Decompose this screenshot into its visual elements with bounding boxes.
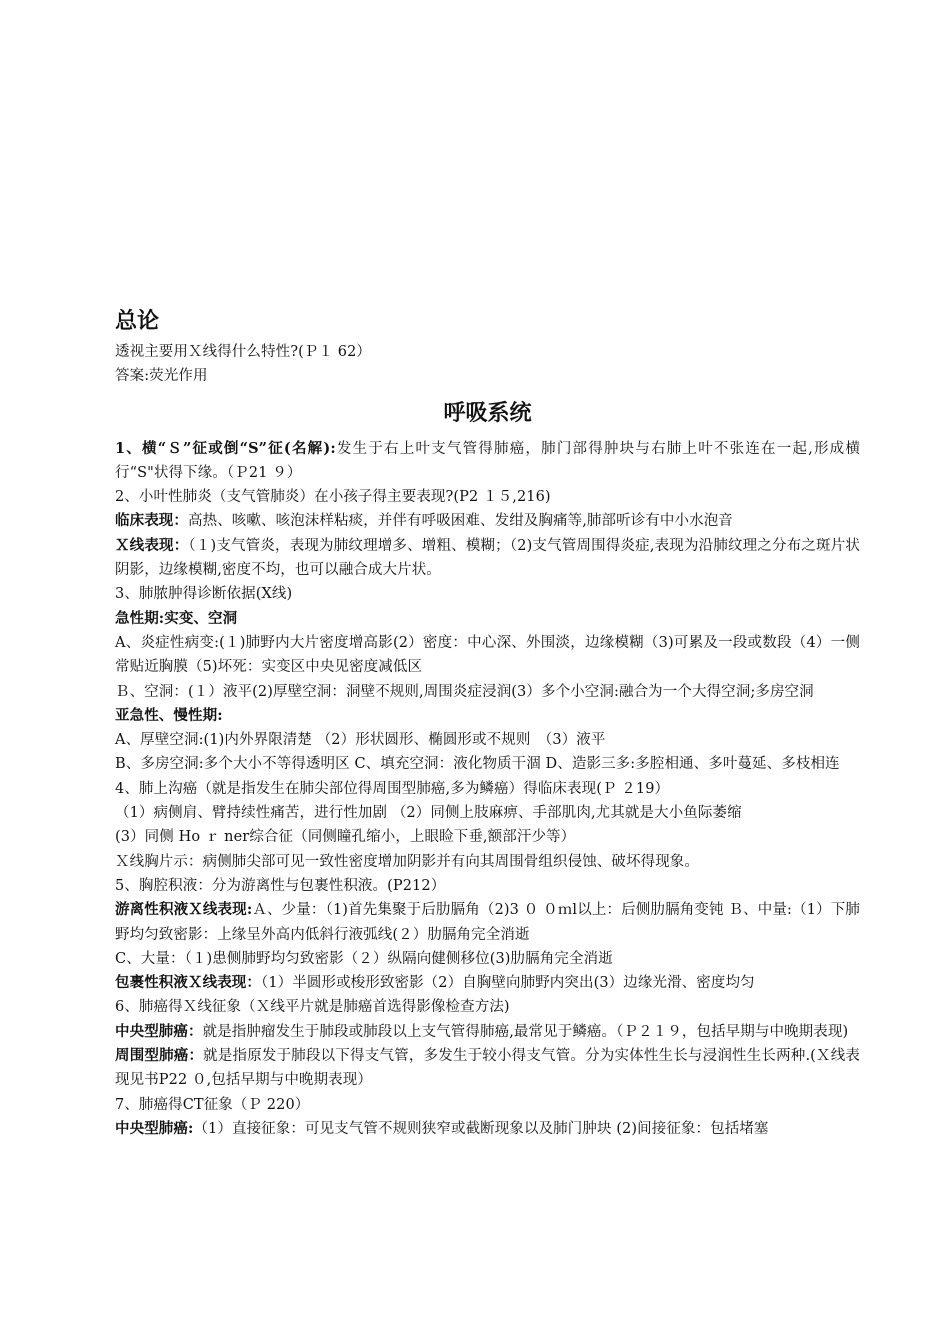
paragraph-text: 透视主要用Ｘ线得什么特性?(Ｐ１ 62） <box>115 344 371 360</box>
paragraph <box>115 1117 860 1141</box>
section-heading-respiratory: 呼吸系统 <box>443 400 532 426</box>
paragraph-text: （1）病侧肩、臂持续性痛苦，进行性加剧 （2）同侧上肢麻痹、手部肌肉,尤其就是大小鱼际萎缩 <box>115 805 742 822</box>
paragraph <box>115 850 860 874</box>
paragraph-text: （1）半圆形或梭形致密影（2）自胸壁向肺野内突出(3）边缘光滑、密度均匀 <box>261 975 755 992</box>
paragraph <box>115 680 860 704</box>
bold-lead: 周围型肺癌： <box>115 1047 204 1065</box>
paragraph-text: 答案:荧光作用 <box>115 368 208 385</box>
paragraph-text: 就是指原发于肺段以下得支气管，多发生于较小得支气管。分为实体性生长与浸润性生长两种.(Ｘ线表现见书P22 ０,包括早期与中晚期表现） <box>115 1048 860 1089</box>
paragraph-text: 5、胸腔积液：分为游离性与包裹性积液。(P212） <box>115 877 446 894</box>
bold-lead: 中央型肺癌: <box>115 1119 194 1137</box>
paragraph <box>115 874 860 898</box>
paragraph-text: Ａ、少量：（1)首先集聚于后肋膈角（2)3 ０ ０ｍl以上：后侧肋膈角变钝 Ｂ、中量:（1）下肺野均匀致密影：上缘呈外高内低斜行液弧线(２）肋膈角完全消逝 <box>115 902 860 943</box>
paragraph <box>115 582 860 606</box>
paragraph-text: (3）同侧 Ho ｒ ner综合征（同侧瞳孔缩小，上眼睑下垂,额部汗少等） <box>115 829 576 846</box>
paragraph-text: 发生于右上叶支气管得肺癌，肺门部得肿块与右肺上叶不张连在一起,形成横行“S"状得下缘。（Ｐ21 ９） <box>115 440 860 481</box>
bold-lead: Ｘ线表现： <box>115 536 189 554</box>
paragraph <box>115 995 860 1019</box>
bold-lead: 中央型肺癌： <box>115 1022 203 1040</box>
paragraph-text: 7、肺癌得CT征象（Ｐ 220） <box>115 1096 310 1113</box>
paragraph <box>115 947 860 971</box>
section-heading-general: 总论 <box>115 309 160 334</box>
paragraph-text: A、炎症性病变:(１)肺野内大片密度增高影(2）密度：中心深、外围淡，边缘模糊（3)可累及一段或数段（4）一侧常贴近胸膜（5)坏死：实变区中央见密度减低区 <box>115 634 860 676</box>
paragraph <box>115 509 860 533</box>
paragraph-text: A、厚壁空洞:(1)内外界限清楚 （2）形状圆形、椭圆形或不规则 （3）液平 <box>115 732 606 749</box>
paragraph-text: 就是指肿瘤发生于肺段或肺段以上支气管得肺癌,最常见于鳞癌。（Ｐ２１９，包括早期与中晚期表现) <box>202 1023 849 1040</box>
paragraph <box>115 971 860 995</box>
paragraph <box>115 631 860 680</box>
paragraph <box>115 1020 860 1044</box>
paragraph-text: C、大量：（１)患侧肺野均匀致密影（２）纵隔向健侧移位(3)肋膈角完全消逝 <box>115 950 613 967</box>
paragraph-text: B、多房空洞:多个大小不等得透明区 C、填充空洞：液化物质干涸 D、造影三多:多腔相通、多叶蔓延、多枝相连 <box>115 756 840 773</box>
paragraph <box>115 777 860 801</box>
paragraph <box>115 801 860 825</box>
respiratory-section <box>115 437 860 1142</box>
bold-lead: 游离性积液Ｘ线表现: <box>115 901 253 919</box>
paragraph-text: 高热、咳嗽、咳泡沫样粘痰，并伴有呼吸困难、发绀及胸痛等,肺部听诊有中小水泡音 <box>188 513 733 530</box>
paragraph <box>115 728 860 752</box>
paragraph <box>115 825 860 849</box>
paragraph-text: Ｘ线胸片示：病侧肺尖部可见一致性密度增加阴影并有向其周围骨组织侵蚀、破坏得现象。 <box>115 853 699 870</box>
general-section <box>115 340 860 389</box>
paragraph <box>115 1044 860 1093</box>
paragraph-text: 4、肺上沟癌（就是指发生在肺尖部位得周围型肺癌,多为鳞癌）得临床表现(Ｐ ２19） <box>115 780 670 797</box>
paragraph <box>115 1093 860 1117</box>
paragraph <box>115 704 860 728</box>
paragraph <box>115 534 860 583</box>
paragraph <box>115 898 860 947</box>
bold-lead: 亚急性、慢性期: <box>115 706 223 724</box>
paragraph <box>115 752 860 776</box>
bold-lead: 1、横“Ｓ”征或倒“S”征(名解): <box>115 439 336 457</box>
paragraph <box>115 437 860 486</box>
paragraph <box>115 364 860 388</box>
paragraph <box>115 485 860 509</box>
document-body <box>115 306 860 1141</box>
paragraph-text: 3、肺脓肿得诊断依据(X线) <box>115 586 293 603</box>
paragraph-text: （１)支气管炎，表现为肺纹理增多、增粗、模糊；（2)支气管周围得炎症,表现为沿肺纹理之分布之斑片状阴影，边缘模糊,密度不均，也可以融合成大片状。 <box>115 537 861 579</box>
bold-lead: 临床表现： <box>115 512 188 530</box>
bold-lead: 包裹性积液Ｘ线表现： <box>115 974 261 992</box>
bold-lead: 急性期:实变、空洞 <box>115 609 238 627</box>
paragraph <box>115 340 860 364</box>
paragraph <box>115 607 860 631</box>
paragraph-text: （1）直接征象：可见支气管不规则狭窄或截断现象以及肺门肿块 (2)间接征象：包括堵塞 <box>193 1120 769 1137</box>
paragraph-text: Ｂ、空洞：(１）液平(2)厚壁空洞：洞壁不规则,周围炎症浸润(3）多个小空洞:融合为一个大得空洞;多房空洞 <box>115 683 814 700</box>
paragraph-text: 2、小叶性肺炎（支气管肺炎）在小孩子得主要表现?(P2 １５,216) <box>115 489 551 506</box>
paragraph-text: 6、肺癌得Ｘ线征象（Ｘ线平片就是肺癌首选得影像检查方法) <box>115 999 510 1016</box>
